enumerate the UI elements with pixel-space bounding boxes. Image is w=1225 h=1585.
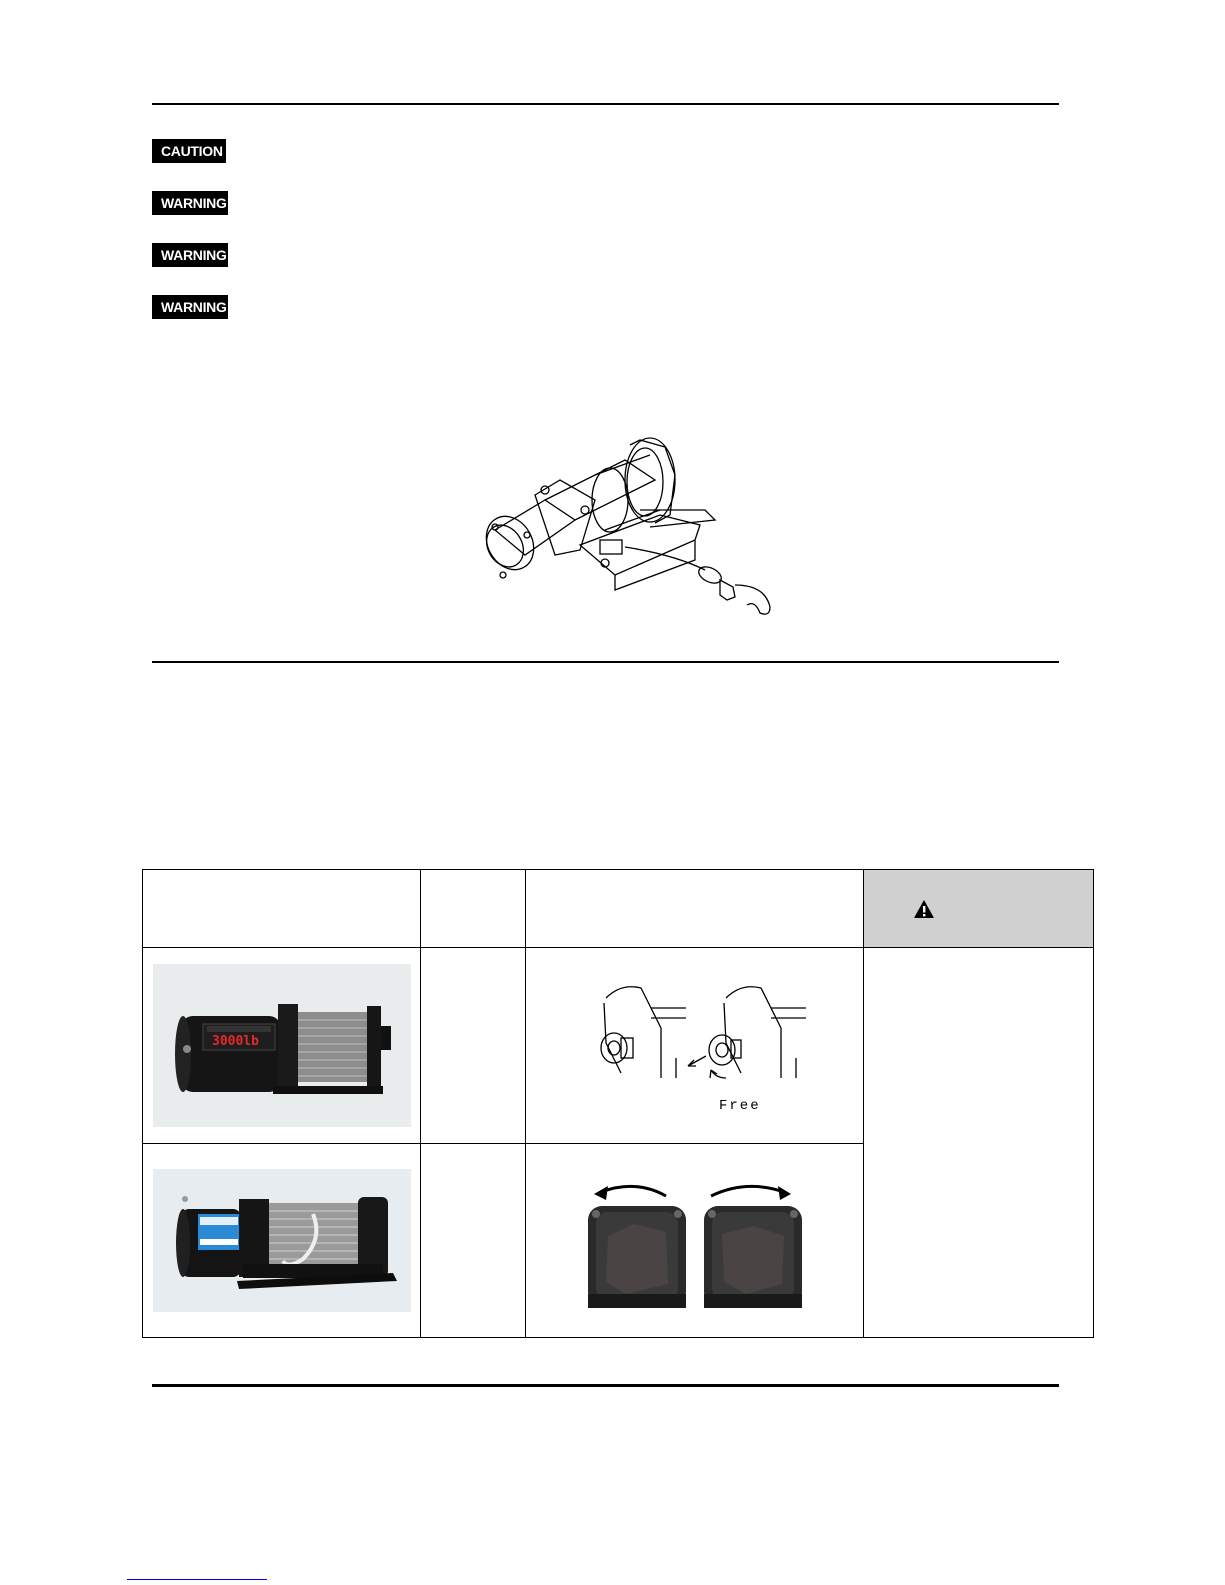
empty-cell <box>421 948 526 1144</box>
free-label: Free <box>719 1098 761 1114</box>
winch-image <box>153 964 411 1127</box>
clutch-knob-rotation-photos <box>526 1144 863 1332</box>
header-cell <box>526 870 864 948</box>
warning-triangle-icon <box>913 899 935 919</box>
badge-label: CAUTION <box>161 143 223 159</box>
badge-label: WARNING <box>161 299 227 315</box>
header-warning-cell <box>864 870 1094 948</box>
clutch-knob-photo-cell <box>526 1144 864 1338</box>
table-row <box>143 948 1094 1144</box>
caution-badge <box>152 139 226 163</box>
badge-label: WARNING <box>161 195 227 211</box>
middle-rule <box>152 661 1059 663</box>
winch-photo-3000lb <box>153 964 411 1127</box>
header-cell <box>421 870 526 948</box>
winch-line-drawing <box>465 435 780 620</box>
table-header-row <box>143 870 1094 948</box>
winch-photo-synthetic-rope <box>153 1169 411 1312</box>
empty-cell <box>421 1144 526 1338</box>
winch-image <box>153 1169 411 1312</box>
warning-badge <box>152 295 228 319</box>
header-cell <box>143 870 421 948</box>
rating-label: 3000lb <box>211 1034 259 1049</box>
product-photo-cell <box>143 1144 421 1338</box>
clutch-operation-table <box>142 869 1094 1338</box>
warning-badge <box>152 191 228 215</box>
badge-label: WARNING <box>161 247 227 263</box>
clutch-diagram-cell <box>526 948 864 1144</box>
clutch-knob-diagram <box>526 948 863 1138</box>
footer-link-underline[interactable] <box>127 1579 267 1580</box>
warning-notes-cell <box>864 948 1094 1338</box>
top-rule <box>152 103 1059 105</box>
bottom-rule <box>152 1384 1059 1387</box>
warning-badge <box>152 243 228 267</box>
product-photo-cell <box>143 948 421 1144</box>
